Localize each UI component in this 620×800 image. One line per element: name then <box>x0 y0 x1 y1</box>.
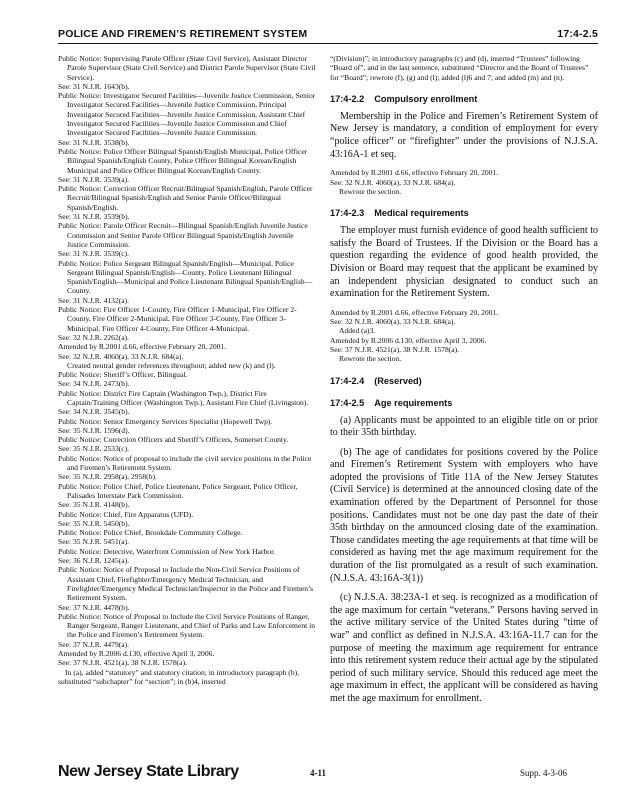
history-note: Created neutral gender references throughout; added new (k) and (l). <box>67 360 276 370</box>
supplement-date: Supp. 4-3-06 <box>520 768 567 778</box>
section-paragraph: Membership in the Police and Firemen’s Retirement System of New Jersey is mandatory, a condition of employment for every “police officer” or “firefighter” under the provisions of N.J.S.A. 43:16A-1 et seq. <box>330 110 598 160</box>
section-history-notes <box>330 168 598 196</box>
section-17-4-2-5 <box>330 398 598 706</box>
section-17-4-2-3 <box>330 208 598 363</box>
history-note: In (a), added “statutory” and statutory citation; in introductory paragraph (b), substituted “subchapter” for “section”; in (b)4, inserted <box>58 667 300 686</box>
section-heading <box>330 398 598 408</box>
section-heading <box>330 94 598 104</box>
section-paragraph: (b) The age of candidates for positions covered by the Police and Firemen’s Retirement System with employers who have adopted the provisions of Title 11A of the New Jersey Statutes (Civil Service) is determined at the announced closing date of the examination offered by the Department of Personnel for those positions. Candidates must not be one day past the date of their 35th birthday on the announced closing date of the examination. Those candidates meeting the age requirements at that time will be considered as having met the age maximum requirement for the duration of the list promulgated as a result of such examination. (N.J.S.A. 43:16A-3(1)) <box>330 446 598 584</box>
history-note: See: 35 N.J.R. 4148(b). <box>58 500 130 510</box>
section-title: Compulsory enrollment <box>374 93 478 104</box>
section-number: 17:4-2.4 <box>330 375 365 386</box>
history-note: See: 32 N.J.R. 4060(a), 33 N.J.R. 684(a). <box>330 177 456 187</box>
section-number: 17:4-2.5 <box>330 397 365 408</box>
history-note: Amended by R.2001 d.66, effective February 20, 2001. <box>330 168 499 178</box>
history-note: Public Notice: Chief, Fire Apparatus (UFD). <box>58 509 194 519</box>
history-note: Public Notice: Sheriff’s Officer, Bilingual. <box>58 370 188 380</box>
section-heading <box>330 208 598 218</box>
history-note: Public Notice: Correction Officers and Sheriff’s Officers, Somerset County. <box>58 435 289 445</box>
section-title: Medical requirements <box>374 208 469 219</box>
history-note: See: 31 N.J.R. 1643(b). <box>58 81 130 91</box>
header-section-ref: 17:4-2.5 <box>557 28 598 40</box>
section-paragraph: The employer must furnish evidence of good health sufficient to satisfy the Board of Trustees. If the Division or the Board has a question regarding the evidence of good health provided, the Division or Board may request that the applicant be examined by an independent physician designated to conduct such an examination for the Retirement System. <box>330 225 598 300</box>
history-note: Public Notice: Police Sergeant Bilingual Spanish/English—Municipal, Police Sergeant Bilingual Spanish/English—County, Police Lieutenant Bilingual Spanish/English—Municipal and Police Lieutenant Bilingual Spanish/English—County. <box>58 258 313 296</box>
history-note: Public Notice: Fire Officer 1-County, Fire Officer 1-Municipal, Fire Officer 2-County, Fire Officer 2-Municipal, Fire Officer 3-County, Fire Officer 3-Municipal, Fire Officer 4-County, Fire Officer 4-Municipal. <box>58 305 297 333</box>
history-note: See: 34 N.J.R. 2473(b). <box>58 379 130 389</box>
section-paragraph: (c) N.J.S.A. 38:23A-1 et seq. is recognized as a modification of the age maximum for certain “veterans.” Persons having served in the active military service of the United States during “time of war” and conflict as defined in N.J.S.A. 43:16A-11.7 can for the purpose of meeting the maximum age requirement for entrance into this retirement system reduce their actual age by the stipulated period of such military service. Should this reduced age meet the age maximum in effect, the applicant will be considered as having met the age maximum for enrollment. <box>330 592 598 704</box>
section-history-notes <box>330 308 598 364</box>
section-title: Age requirements <box>374 397 453 408</box>
page-number: 4-11 <box>310 768 327 778</box>
history-note: See: 36 N.J.R. 1245(a). <box>58 556 130 566</box>
history-note: See: 37 N.J.R. 4479(a). <box>58 639 130 649</box>
history-note: Amended by R.2001 d.66, effective February 20, 2001. <box>330 307 499 317</box>
history-note: Public Notice: Notice of Proposal to Include the Civil Service Positions of Ranger, Ranger Sergeant, Ranger Lieutenant, and Chief of Parks and Law Enforcement in the Police and Firemen’s Retirement System. <box>58 611 316 640</box>
history-note: Public Notice: Police Chief, Police Lieutenant, Police Sergeant, Police Officer, Palisades Interstate Park Commission. <box>58 481 298 500</box>
sections-container <box>330 94 598 706</box>
history-note: Public Notice: Correction Officer Recruit/Bilingual Spanish/English, Parole Officer Recruit/Bilingual Spanish/English and Senior Parole Officer/Bilingual Spanish/English. <box>58 184 313 212</box>
history-note: Public Notice: Senior Emergency Services Specialist (Hopewell Twp). <box>58 416 273 426</box>
history-note: See: 35 N.J.R. 2958(a), 2958(b). <box>58 472 157 482</box>
library-logo-text: New Jersey State Library <box>58 763 239 780</box>
history-note: See: 37 N.J.R. 4521(a), 38 N.J.R. 1578(a). <box>58 658 188 668</box>
history-note: Amended by R.2006 d.130, effective April 3, 2006. <box>330 335 487 345</box>
history-note: See: 31 N.J.R. 4132(a). <box>58 295 130 305</box>
section-number: 17:4-2.2 <box>330 93 365 104</box>
history-note: See: 31 N.J.R. 3539(a). <box>58 174 130 184</box>
history-note: Rewrote the section. <box>339 354 402 364</box>
history-note: Public Notice: Detective, Waterfront Commission of New York Harbor. <box>58 546 276 556</box>
section-number: 17:4-2.3 <box>330 208 365 219</box>
history-note: Amended by R.2001 d.66, effective February 20, 2001. <box>58 342 227 352</box>
history-note: See: 32 N.J.R. 4060(a), 33 N.J.R. 684(a). <box>330 317 456 327</box>
left-column-notes <box>58 54 316 686</box>
history-note: Rewrote the section. <box>339 186 402 196</box>
history-note: See: 37 N.J.R. 4478(b). <box>58 602 130 612</box>
history-note: See: 31 N.J.R. 3538(b). <box>58 137 130 147</box>
history-note: See: 32 N.J.R. 4060(a), 33 N.J.R. 684(a). <box>58 351 184 361</box>
history-note: Public Notice: Notice of Proposal to Include the Non-Civil Service Positions of Assistant Chief, Firefighter/Emergency Medical Technician, and Firefighter/Emergency Medical Technician/Inspector in the Police and Firemen’s Retirement System. <box>58 565 314 603</box>
history-note: See: 35 N.J.R. 5451(a). <box>58 537 130 547</box>
history-note: See: 31 N.J.R. 3539(b). <box>58 212 130 222</box>
section-17-4-2-4 <box>330 376 598 386</box>
header-title: POLICE AND FIREMEN’S RETIREMENT SYSTEM <box>58 28 308 40</box>
history-note: See: 34 N.J.R. 3545(b). <box>58 407 130 417</box>
running-header <box>58 22 598 44</box>
history-note: Public Notice: Police Chief, Brookdale Community College. <box>58 528 243 538</box>
history-note: Added (a)3. <box>339 326 376 336</box>
history-note: Amended by R.2006 d.130, effective April 3, 2006. <box>58 649 215 658</box>
history-note: Public Notice: Supervising Parole Officer (State Civil Service), Assistant Director Parole Supervisor (State Civil Service) and District Parole Supervisor (State Civil Service). <box>58 54 316 82</box>
history-note: See: 35 N.J.R. 5450(b). <box>58 518 130 528</box>
history-note: See: 37 N.J.R. 4521(a), 38 N.J.R. 1578(a). <box>330 344 460 354</box>
history-note: Public Notice: Police Officer Bilingual Spanish/English Municipal, Police Officer Bilingual Spanish/English County, Police Officer Bilingual Korean/English Municipal and Police Officer Bilingual Korean/English County. <box>58 146 308 175</box>
history-note: Public Notice: Parole Officer Recruit—Bilingual Spanish/English Juvenile Justice Commission and Senior Parole Officer Bilingual Spanish/English Juvenile Justice Commission. <box>58 221 308 249</box>
right-column <box>330 54 598 706</box>
continuation-note: “(Division)”; in introductory paragraphs (c) and (d), inserted “Trustees” following “Board of”, and in the last sentence, substituted “Director and the Board of Trustees” for “Board”; rewrote (f), (g) and (l); added (l)6 and 7; and added (m) and (n). <box>330 54 589 82</box>
history-note: See: 32 N.J.R. 2262(a). <box>58 332 130 342</box>
history-note: Public Notice: Notice of proposal to include the civil service positions in the Police and Firemen’s Retirement System. <box>58 453 312 473</box>
history-note: See: 35 N.J.R. 1596(d). <box>58 425 130 435</box>
history-note: Public Notice: Investigator Secured Facilities—Juvenile Justice Commission, Senior Investigator Secured Facilities—Juvenile Justice Commission, Principal Investigator Secured Facilities—Juvenile Justice Commission, Assistant Chief Investigator Secured Facilities—Juvenile Justice Commission and Chief Investigator Secured Facilities—Juvenile Justice Commission. <box>58 91 316 138</box>
section-heading <box>330 376 598 386</box>
section-title: (Reserved) <box>374 375 422 386</box>
history-note: See: 35 N.J.R. 2533(c). <box>58 444 130 454</box>
history-note: Public Notice: District Fire Captain (Washington Twp.), District Fire Captain/Training Officer (Washington Twp.), Assistant Fire Chief (Livingston). <box>58 388 309 407</box>
section-17-4-2-2 <box>330 94 598 196</box>
section-paragraph: (a) Applicants must be appointed to an eligible title on or prior to their 35th birthday. <box>330 414 598 439</box>
history-note: See: 31 N.J.R. 3539(c). <box>58 249 130 259</box>
